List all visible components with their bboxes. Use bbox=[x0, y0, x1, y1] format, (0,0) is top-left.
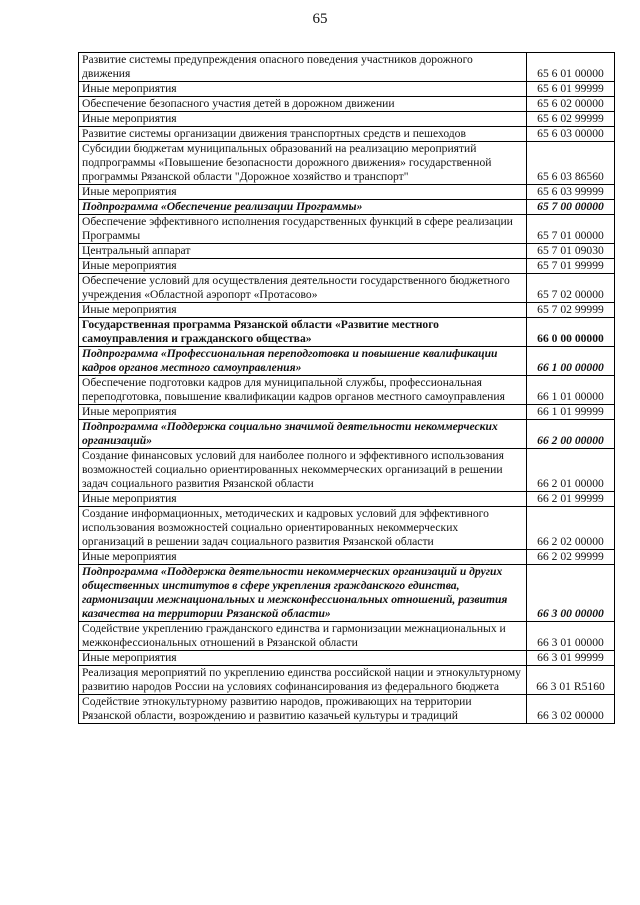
table-row bbox=[79, 347, 615, 376]
table-row bbox=[79, 53, 615, 82]
row-name-cell: Обеспечение эффективного исполнения государственных функций в сфере реализации Программы bbox=[79, 215, 527, 244]
row-name-cell: Иные мероприятия bbox=[79, 550, 527, 565]
row-name-cell: Реализация мероприятий по укреплению единства российской нации и этнокультурному развитию народов России на условиях софинансирования из федерального бюджета bbox=[79, 666, 527, 695]
row-code-cell: 66 3 01 99999 bbox=[527, 651, 615, 666]
row-name-cell: Субсидии бюджетам муниципальных образований на реализацию мероприятий подпрограммы «Повышение безопасности дорожного движения» государственной программы Рязанской области "Дорожное хозяйство и транспорт" bbox=[79, 142, 527, 185]
row-name-cell: Создание информационных, методических и кадровых условий для эффективного использования возможностей социально ориентированных некоммерческих организаций в решении задач социального развития Рязанской области bbox=[79, 507, 527, 550]
row-code-cell: 66 2 00 00000 bbox=[527, 420, 615, 449]
row-name-cell: Центральный аппарат bbox=[79, 244, 527, 259]
row-code-cell: 65 6 03 00000 bbox=[527, 127, 615, 142]
row-code-cell: 65 6 01 99999 bbox=[527, 82, 615, 97]
row-code-cell: 66 1 01 99999 bbox=[527, 405, 615, 420]
row-code-cell: 66 3 00 00000 bbox=[527, 565, 615, 622]
row-code-cell: 65 7 02 00000 bbox=[527, 274, 615, 303]
row-code-cell: 66 3 02 00000 bbox=[527, 695, 615, 724]
table-row bbox=[79, 185, 615, 200]
table-row bbox=[79, 200, 615, 215]
row-name-cell: Подпрограмма «Профессиональная переподготовка и повышение квалификации кадров органов местного самоуправления» bbox=[79, 347, 527, 376]
table-row bbox=[79, 112, 615, 127]
row-name-cell: Иные мероприятия bbox=[79, 303, 527, 318]
row-code-cell: 65 6 02 00000 bbox=[527, 97, 615, 112]
row-code-cell: 65 6 01 00000 bbox=[527, 53, 615, 82]
row-code-cell: 66 1 01 00000 bbox=[527, 376, 615, 405]
row-name-cell: Содействие укреплению гражданского единства и гармонизации межнациональных и межконфессиональных отношений в Рязанской области bbox=[79, 622, 527, 651]
row-name-cell: Развитие системы организации движения транспортных средств и пешеходов bbox=[79, 127, 527, 142]
table-row bbox=[79, 318, 615, 347]
row-name-cell: Создание финансовых условий для наиболее полного и эффективного использования возможностей социально ориентированных некоммерческих организаций в решении задач социального развития Рязанской области bbox=[79, 449, 527, 492]
table-row bbox=[79, 695, 615, 724]
table-row bbox=[79, 127, 615, 142]
row-name-cell: Обеспечение безопасного участия детей в дорожном движении bbox=[79, 97, 527, 112]
table-row bbox=[79, 565, 615, 622]
row-code-cell: 65 7 02 99999 bbox=[527, 303, 615, 318]
table-row bbox=[79, 550, 615, 565]
table-row bbox=[79, 274, 615, 303]
row-code-cell: 66 2 02 99999 bbox=[527, 550, 615, 565]
table-row bbox=[79, 82, 615, 97]
row-code-cell: 66 3 01 R5160 bbox=[527, 666, 615, 695]
table-row bbox=[79, 215, 615, 244]
row-name-cell: Государственная программа Рязанской области «Развитие местного самоуправления и гражданского общества» bbox=[79, 318, 527, 347]
table-row bbox=[79, 142, 615, 185]
row-name-cell: Иные мероприятия bbox=[79, 405, 527, 420]
table-row bbox=[79, 666, 615, 695]
row-name-cell: Развитие системы предупреждения опасного поведения участников дорожного движения bbox=[79, 53, 527, 82]
table-row bbox=[79, 97, 615, 112]
table-row bbox=[79, 376, 615, 405]
row-name-cell: Иные мероприятия bbox=[79, 259, 527, 274]
table-row bbox=[79, 303, 615, 318]
page-number: 65 bbox=[312, 11, 328, 27]
budget-classification-table bbox=[78, 52, 615, 724]
row-code-cell: 65 7 00 00000 bbox=[527, 200, 615, 215]
row-code-cell: 65 6 03 99999 bbox=[527, 185, 615, 200]
table-body bbox=[79, 53, 615, 724]
row-code-cell: 66 2 01 00000 bbox=[527, 449, 615, 492]
row-code-cell: 66 2 02 00000 bbox=[527, 507, 615, 550]
row-code-cell: 66 1 00 00000 bbox=[527, 347, 615, 376]
row-name-cell: Подпрограмма «Поддержка социально значимой деятельности некоммерческих организаций» bbox=[79, 420, 527, 449]
row-name-cell: Обеспечение подготовки кадров для муниципальной службы, профессиональная переподготовка, повышение квалификации кадров органов местного самоуправления bbox=[79, 376, 527, 405]
row-name-cell: Иные мероприятия bbox=[79, 492, 527, 507]
row-name-cell: Иные мероприятия bbox=[79, 651, 527, 666]
table-row bbox=[79, 492, 615, 507]
table-row bbox=[79, 244, 615, 259]
table-row bbox=[79, 405, 615, 420]
row-code-cell: 66 0 00 00000 bbox=[527, 318, 615, 347]
table-row bbox=[79, 622, 615, 651]
row-name-cell: Иные мероприятия bbox=[79, 82, 527, 97]
table-row bbox=[79, 259, 615, 274]
row-code-cell: 65 6 02 99999 bbox=[527, 112, 615, 127]
table-row bbox=[79, 449, 615, 492]
row-name-cell: Подпрограмма «Обеспечение реализации Программы» bbox=[79, 200, 527, 215]
row-code-cell: 65 7 01 09030 bbox=[527, 244, 615, 259]
row-code-cell: 66 3 01 00000 bbox=[527, 622, 615, 651]
row-code-cell: 65 7 01 99999 bbox=[527, 259, 615, 274]
row-name-cell: Иные мероприятия bbox=[79, 185, 527, 200]
row-code-cell: 66 2 01 99999 bbox=[527, 492, 615, 507]
row-name-cell: Содействие этнокультурному развитию народов, проживающих на территории Рязанской области, возрождению и развитию казачьей культуры и традиций bbox=[79, 695, 527, 724]
table-row bbox=[79, 420, 615, 449]
table-row bbox=[79, 507, 615, 550]
row-code-cell: 65 7 01 00000 bbox=[527, 215, 615, 244]
row-code-cell: 65 6 03 86560 bbox=[527, 142, 615, 185]
table-row bbox=[79, 651, 615, 666]
row-name-cell: Обеспечение условий для осуществления деятельности государственного бюджетного учреждения «Областной аэропорт «Протасово» bbox=[79, 274, 527, 303]
row-name-cell: Иные мероприятия bbox=[79, 112, 527, 127]
row-name-cell: Подпрограмма «Поддержка деятельности некоммерческих организаций и других общественных институтов в сфере укрепления гражданского единства, гармонизации межнациональных и межконфессиональных отношений, развития казачества на территории Рязанской области» bbox=[79, 565, 527, 622]
